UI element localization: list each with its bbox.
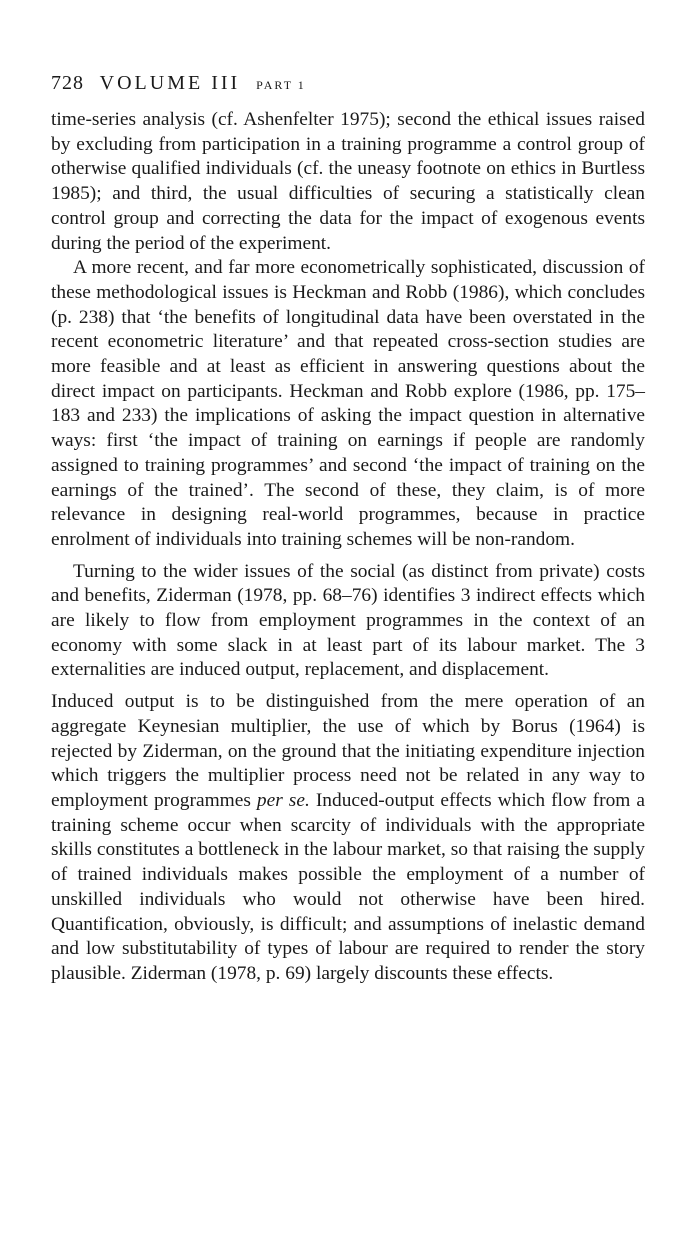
- paragraph-continuation: time-series analysis (cf. Ashenfelter 1975); second the ethical issues raised by excluding from participation in a training programme a control group of otherwise qualified individuals (cf. the uneasy footnote on ethics in Burtless 1985); and third, the usual difficulties of securing a statistically clean control group and correcting the data for the impact of exogenous events during the period of the experiment.: [51, 109, 645, 254]
- volume-label: VOLUME III: [99, 72, 241, 94]
- induced-output-text-start: Induced output is to be distinguished from the mere operation of an aggregate Keynesian multiplier, the use of which by Borus (1964) is rejected by Ziderman, on the ground that the initiating expenditure injection which triggers the multiplier process need not be related in any way to employment programmes: [51, 691, 645, 811]
- induced-output-text-end: Induced-output effects which flow from a training scheme occur when scarcity of individuals with the appropriate skills constitutes a bottleneck in the labour market, so that raising the supply of trained individuals makes possible the employment of a number of unskilled individuals who would not otherwise have been hired. Quantification, obviously, is difficult; and assumptions of inelastic demand and low substitutability of types of labour are required to render the story plausible. Ziderman (1978, p. 69) largely discounts these effects.: [51, 789, 645, 984]
- paragraph-social-costs: Turning to the wider issues of the social (as distinct from private) costs and benefits, Ziderman (1978, pp. 68–76) identifies 3 indirect effects which are likely to flow from employment programmes in the context of an economy with some slack in at least part of its labour market. The 3 externalities are induced output, replacement, and displacement.: [51, 560, 645, 681]
- book-page: [51, 70, 645, 987]
- part-label: PART 1: [256, 78, 306, 92]
- paragraph-induced-output: [51, 690, 645, 986]
- paragraph-methodology: A more recent, and far more econometrically sophisticated, discussion of these methodological issues is Heckman and Robb (1986), which concludes (p. 238) that ‘the benefits of longitudinal data have been overstated in the recent econometric literature’ and that repeated cross-section studies are more feasible and at least as efficient in answering questions about the direct impact on participants. Heckman and Robb explore (1986, pp. 175–183 and 233) the implications of asking the impact question in alternative ways: first ‘the impact of training on earnings if people are randomly assigned to training programmes’ and second ‘the impact of training on the earnings of the trained’. The second of these, they claim, is of more relevance in designing real-world programmes, because in practice enrolment of individuals into training schemes will be non-random.: [51, 257, 645, 550]
- running-head: [51, 70, 645, 98]
- emphasis-per-se: per se.: [256, 789, 310, 811]
- page-number: 728: [51, 72, 84, 94]
